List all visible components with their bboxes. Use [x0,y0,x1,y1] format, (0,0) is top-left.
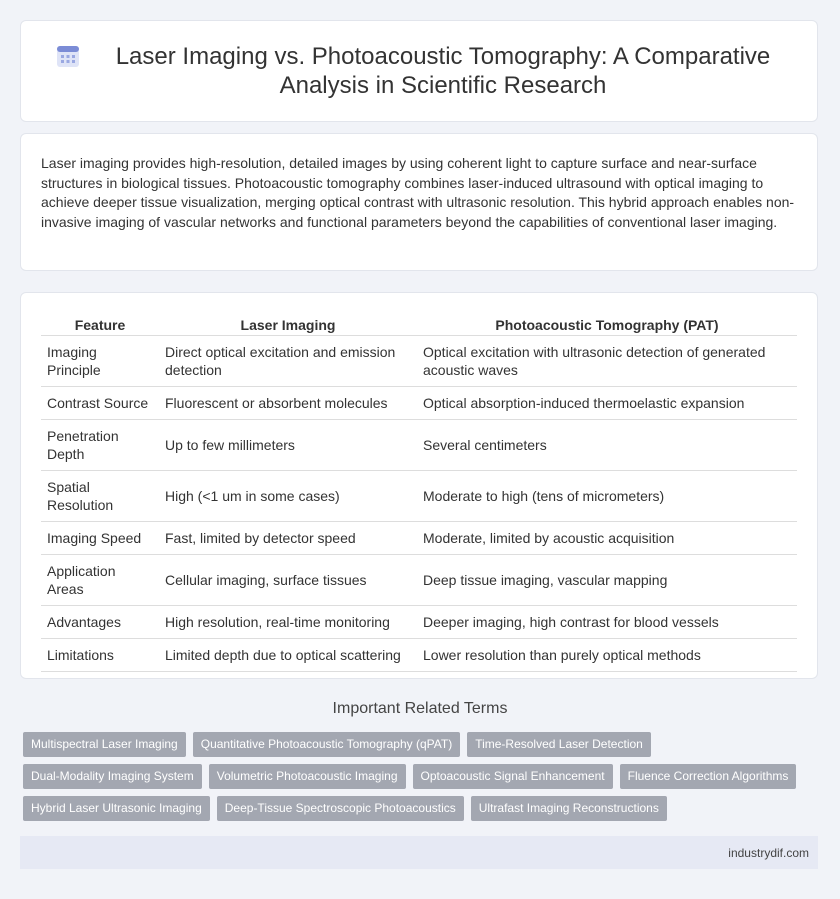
related-term-tag[interactable]: Volumetric Photoacoustic Imaging [209,764,406,789]
table-cell-feature: Spatial Resolution [41,471,159,522]
table-cell-feature: Application Areas [41,555,159,606]
header-card [20,20,818,122]
calendar-icon [55,43,81,69]
table-cell-pat: Optical absorption-induced thermoelastic expansion [417,387,797,420]
table-cell-feature: Imaging Principle [41,336,159,387]
footer-site-link[interactable]: industrydif.com [728,845,809,860]
related-term-tag[interactable]: Hybrid Laser Ultrasonic Imaging [23,796,210,821]
table-row [41,387,797,420]
table-row [41,522,797,555]
table-cell-laser: High resolution, real-time monitoring [159,606,417,639]
related-term-tag[interactable]: Ultrafast Imaging Reconstructions [471,796,667,821]
column-header-pat: Photoacoustic Tomography (PAT) [417,313,797,336]
related-term-tag[interactable]: Dual-Modality Imaging System [23,764,202,789]
table-cell-pat: Lower resolution than purely optical methods [417,639,797,672]
table-cell-laser: Up to few millimeters [159,420,417,471]
table-cell-feature: Penetration Depth [41,420,159,471]
table-cell-pat: Moderate, limited by acoustic acquisition [417,522,797,555]
table-cell-laser: Cellular imaging, surface tissues [159,555,417,606]
table-cell-laser: High (<1 um in some cases) [159,471,417,522]
table-cell-pat: Deeper imaging, high contrast for blood vessels [417,606,797,639]
related-term-tag[interactable]: Fluence Correction Algorithms [620,764,797,789]
table-row [41,420,797,471]
table-row [41,639,797,672]
column-header-feature: Feature [41,313,159,336]
comparison-table [41,313,797,672]
table-cell-pat: Moderate to high (tens of micrometers) [417,471,797,522]
table-row [41,336,797,387]
table-header-row [41,313,797,336]
table-cell-pat: Deep tissue imaging, vascular mapping [417,555,797,606]
footer [20,836,818,869]
table-row [41,606,797,639]
intro-card [20,133,818,271]
related-terms-title: Important Related Terms [332,700,508,717]
table-row [41,471,797,522]
related-terms-list [23,732,813,828]
table-cell-feature: Contrast Source [41,387,159,420]
comparison-table-card [20,292,818,679]
table-cell-feature: Advantages [41,606,159,639]
column-header-laser-imaging: Laser Imaging [159,313,417,336]
table-cell-laser: Fast, limited by detector speed [159,522,417,555]
table-cell-pat: Several centimeters [417,420,797,471]
table-cell-feature: Limitations [41,639,159,672]
table-cell-laser: Limited depth due to optical scattering [159,639,417,672]
table-row [41,555,797,606]
related-term-tag[interactable]: Time-Resolved Laser Detection [467,732,651,757]
table-cell-laser: Fluorescent or absorbent molecules [159,387,417,420]
page-title: Laser Imaging vs. Photoacoustic Tomography: A Comparative Analysis in Scientific Research [115,43,771,99]
related-term-tag[interactable]: Deep-Tissue Spectroscopic Photoacoustics [217,796,464,821]
table-cell-laser: Direct optical excitation and emission detection [159,336,417,387]
intro-text: Laser imaging provides high-resolution, detailed images by using coherent light to capture surface and near-surface structures in biological tissues. Photoacoustic tomography combines laser-induced ultrasound with optical imaging to achieve deeper tissue visualization, merging optical contrast with ultrasonic resolution. This hybrid approach enables non-invasive imaging of vascular networks and functional parameters beyond the capabilities of conventional laser imaging. [41,155,795,230]
related-term-tag[interactable]: Multispectral Laser Imaging [23,732,186,757]
related-term-tag[interactable]: Optoacoustic Signal Enhancement [413,764,613,789]
related-term-tag[interactable]: Quantitative Photoacoustic Tomography (qPAT) [193,732,460,757]
table-cell-pat: Optical excitation with ultrasonic detection of generated acoustic waves [417,336,797,387]
table-cell-feature: Imaging Speed [41,522,159,555]
